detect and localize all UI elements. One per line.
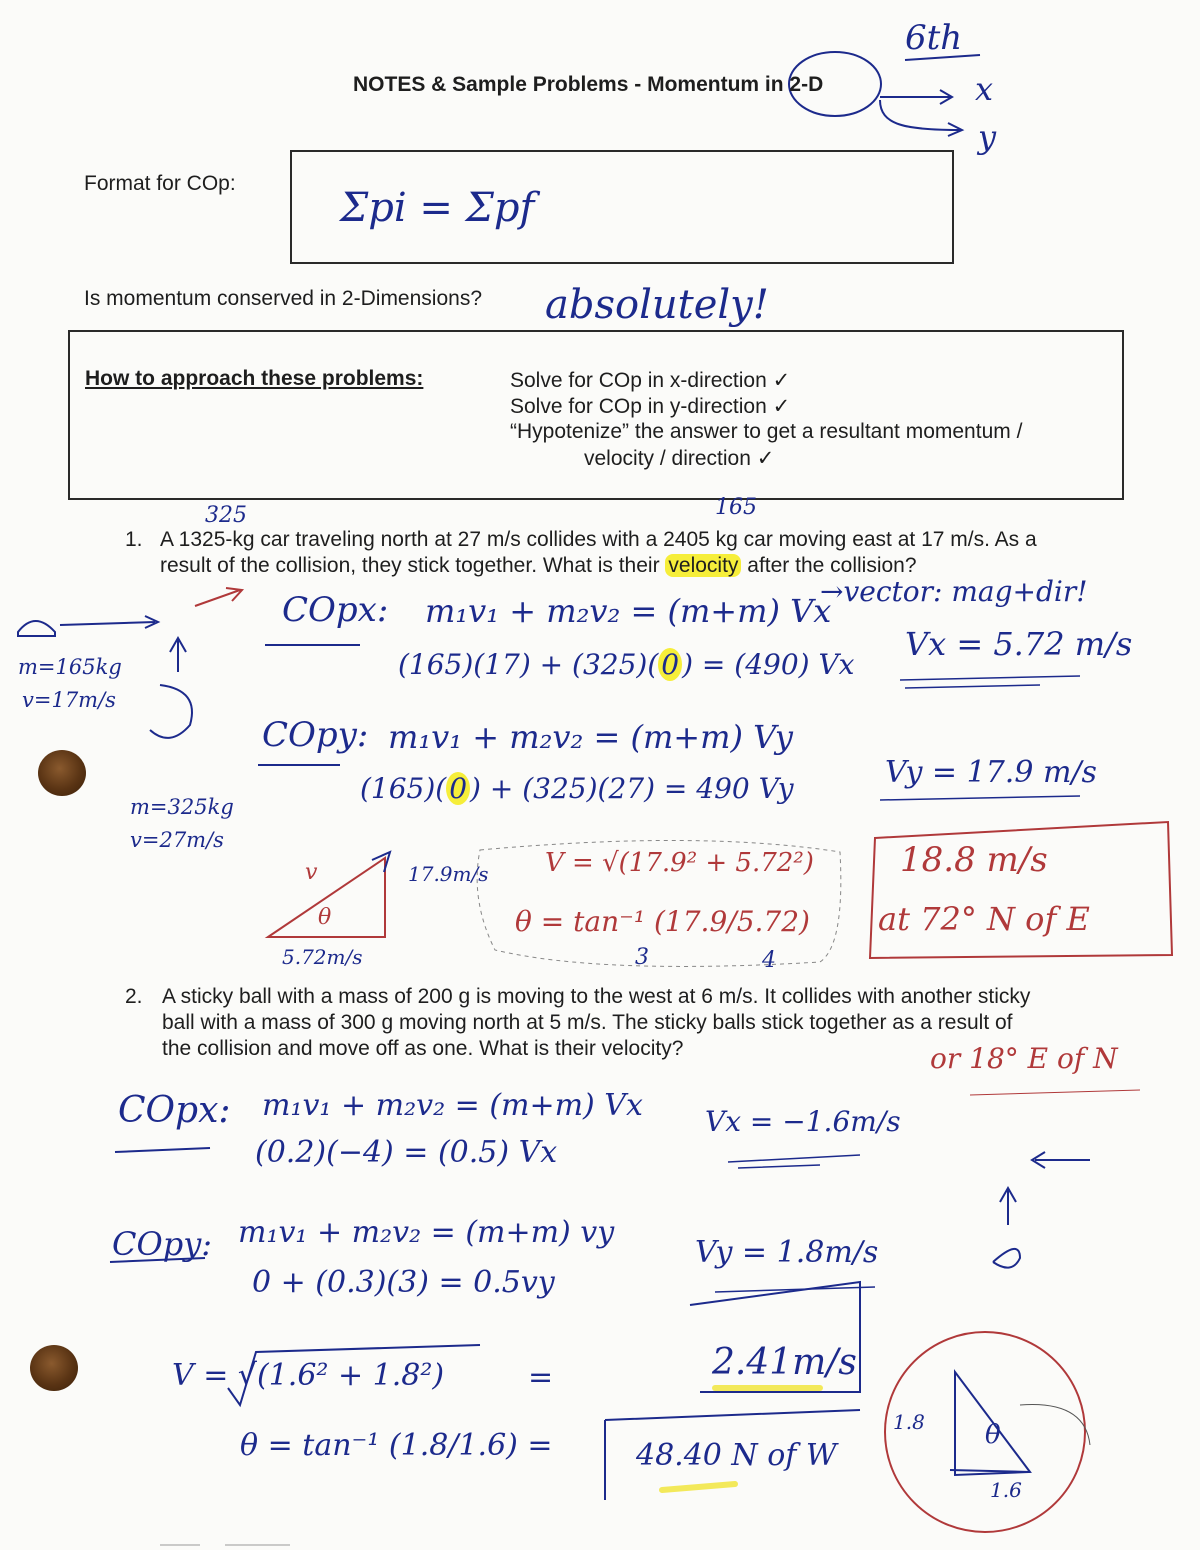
p1-triangle-v-label: v <box>305 860 318 885</box>
p1-copy-label: COpy: <box>262 715 369 755</box>
p2-text-line2: ball with a mass of 300 g moving north at 5 m/s. The sticky balls stick together as a result of <box>162 1011 1013 1034</box>
p1-sketch-velocity-2: v=27m/s <box>130 828 224 852</box>
p1-copy-eq1: m₁v₁ + m₂v₂ = (m+m) Vy <box>388 718 793 756</box>
p1-triangle-horizontal: 5.72m/s <box>282 945 363 969</box>
p1-highlight-velocity: velocity <box>665 554 741 577</box>
p2-triangle-theta: θ <box>985 1420 1001 1450</box>
conservation-answer: absolutely! <box>545 282 769 328</box>
p2-vy-result: Vy = 1.8m/s <box>695 1235 879 1270</box>
format-answer: Σpi = Σpf <box>340 185 535 231</box>
approach-step-2: Solve for COp in y-direction ✓ <box>510 395 791 418</box>
p1-v-equation: V = √(17.9² + 5.72²) <box>545 848 814 878</box>
p1-number: 1. <box>125 528 143 551</box>
p1-vy-result: Vy = 17.9 m/s <box>885 755 1097 790</box>
p1-text-line1: A 1325-kg car traveling north at 27 m/s collides with a 2405 kg car moving east at 17 m/s. As a <box>160 528 1037 551</box>
p1-copy-eq2-a: (165)( <box>360 772 447 805</box>
p2-theta-equation: θ = tan⁻¹ (1.8/1.6) = <box>240 1428 553 1463</box>
p2-copy-eq1: m₁v₁ + m₂v₂ = (m+m) vy <box>238 1215 615 1250</box>
p1-text-line2-b: after the collision? <box>747 554 917 577</box>
p1-vx-result: Vx = 5.72 m/s <box>905 625 1133 663</box>
p2-copy-eq2: 0 + (0.3)(3) = 0.5vy <box>252 1265 555 1300</box>
p2-vx-result: Vx = −1.6m/s <box>705 1105 901 1138</box>
format-label: Format for COp: <box>84 172 236 195</box>
p1-copx-eq2-b: ) = (490) Vx <box>682 648 855 681</box>
y-direction-note: y <box>978 118 997 156</box>
page-title: NOTES & Sample Problems - Momentum in 2-D <box>353 73 824 96</box>
p1-copx-eq2-a: (165)(17) + (325)( <box>398 648 659 681</box>
approach-heading: How to approach these problems: <box>85 367 424 390</box>
p1-answer-magnitude: 18.8 m/s <box>900 840 1048 880</box>
p2-copx-eq2: (0.2)(−4) = (0.5) Vx <box>255 1135 558 1170</box>
p2-v-result: 2.41m/s <box>712 1342 857 1383</box>
p1-theta-equation: θ = tan⁻¹ (17.9/5.72) <box>515 905 810 938</box>
p1-copx-eq2 <box>398 648 854 681</box>
p2-theta-result: 48.40 N of W <box>636 1438 837 1473</box>
p1-answer-direction: at 72° N of E <box>878 900 1090 938</box>
p1-sketch-mass-2: m=325kg <box>130 795 234 819</box>
conservation-question: Is momentum conserved in 2-Dimensions? <box>84 287 482 310</box>
class-period-note: 6th <box>905 18 963 58</box>
p1-triangle-theta: θ <box>318 905 332 930</box>
p1-sketch-velocity-1: v=17m/s <box>22 688 116 712</box>
p2-number: 2. <box>125 985 143 1008</box>
p2-text-line1: A sticky ball with a mass of 200 g is moving to the west at 6 m/s. It collides with another sticky <box>162 985 1031 1008</box>
p1-vector-note: →vector: mag+dir! <box>820 575 1088 608</box>
p1-copx-eq1: m₁v₁ + m₂v₂ = (m+m) Vx <box>425 592 832 630</box>
p2-text-line3: the collision and move off as one. What is their velocity? <box>162 1037 684 1060</box>
approach-step-3: “Hypotenize” the answer to get a resultant momentum / <box>510 420 1023 443</box>
p1-text-line2-a: result of the collision, they stick together. What is their <box>160 554 660 577</box>
p2-copx-label: COpx: <box>118 1090 231 1131</box>
p2-v-equation: V = √(1.6² + 1.8²) <box>172 1358 445 1393</box>
p2-equals-sign: = <box>528 1360 554 1395</box>
p2-triangle-horizontal: 1.6 <box>990 1478 1022 1502</box>
p2-copy-label: COpy: <box>112 1225 213 1263</box>
p2-copx-eq1: m₁v₁ + m₂v₂ = (m+m) Vx <box>262 1088 643 1123</box>
p1-copy-zero: 0 <box>446 772 470 805</box>
p1-sketch-mass-1: m=165kg <box>18 655 122 679</box>
p1-alternate-answer: or 18° E of N <box>930 1042 1118 1075</box>
p2-correction-4: 4 <box>762 948 776 973</box>
p2-triangle-vertical: 1.8 <box>893 1410 925 1434</box>
p1-copy-eq2 <box>360 772 794 805</box>
p1-copy-eq2-b: ) + (325)(27) = 490 Vy <box>470 772 794 805</box>
approach-step-1: Solve for COp in x-direction ✓ <box>510 369 791 392</box>
approach-step-4: velocity / direction ✓ <box>584 447 775 470</box>
p1-text-line2 <box>160 554 917 578</box>
p1-triangle-vertical: 17.9m/s <box>408 862 489 886</box>
p1-mass-correction-2: 165 <box>715 495 757 520</box>
p1-mass-correction-1: 325 <box>205 503 247 528</box>
p1-copx-zero: 0 <box>658 648 682 681</box>
p1-copx-label: COpx: <box>282 590 389 630</box>
x-direction-note: x <box>975 70 994 108</box>
p2-correction-3: 3 <box>635 945 649 970</box>
